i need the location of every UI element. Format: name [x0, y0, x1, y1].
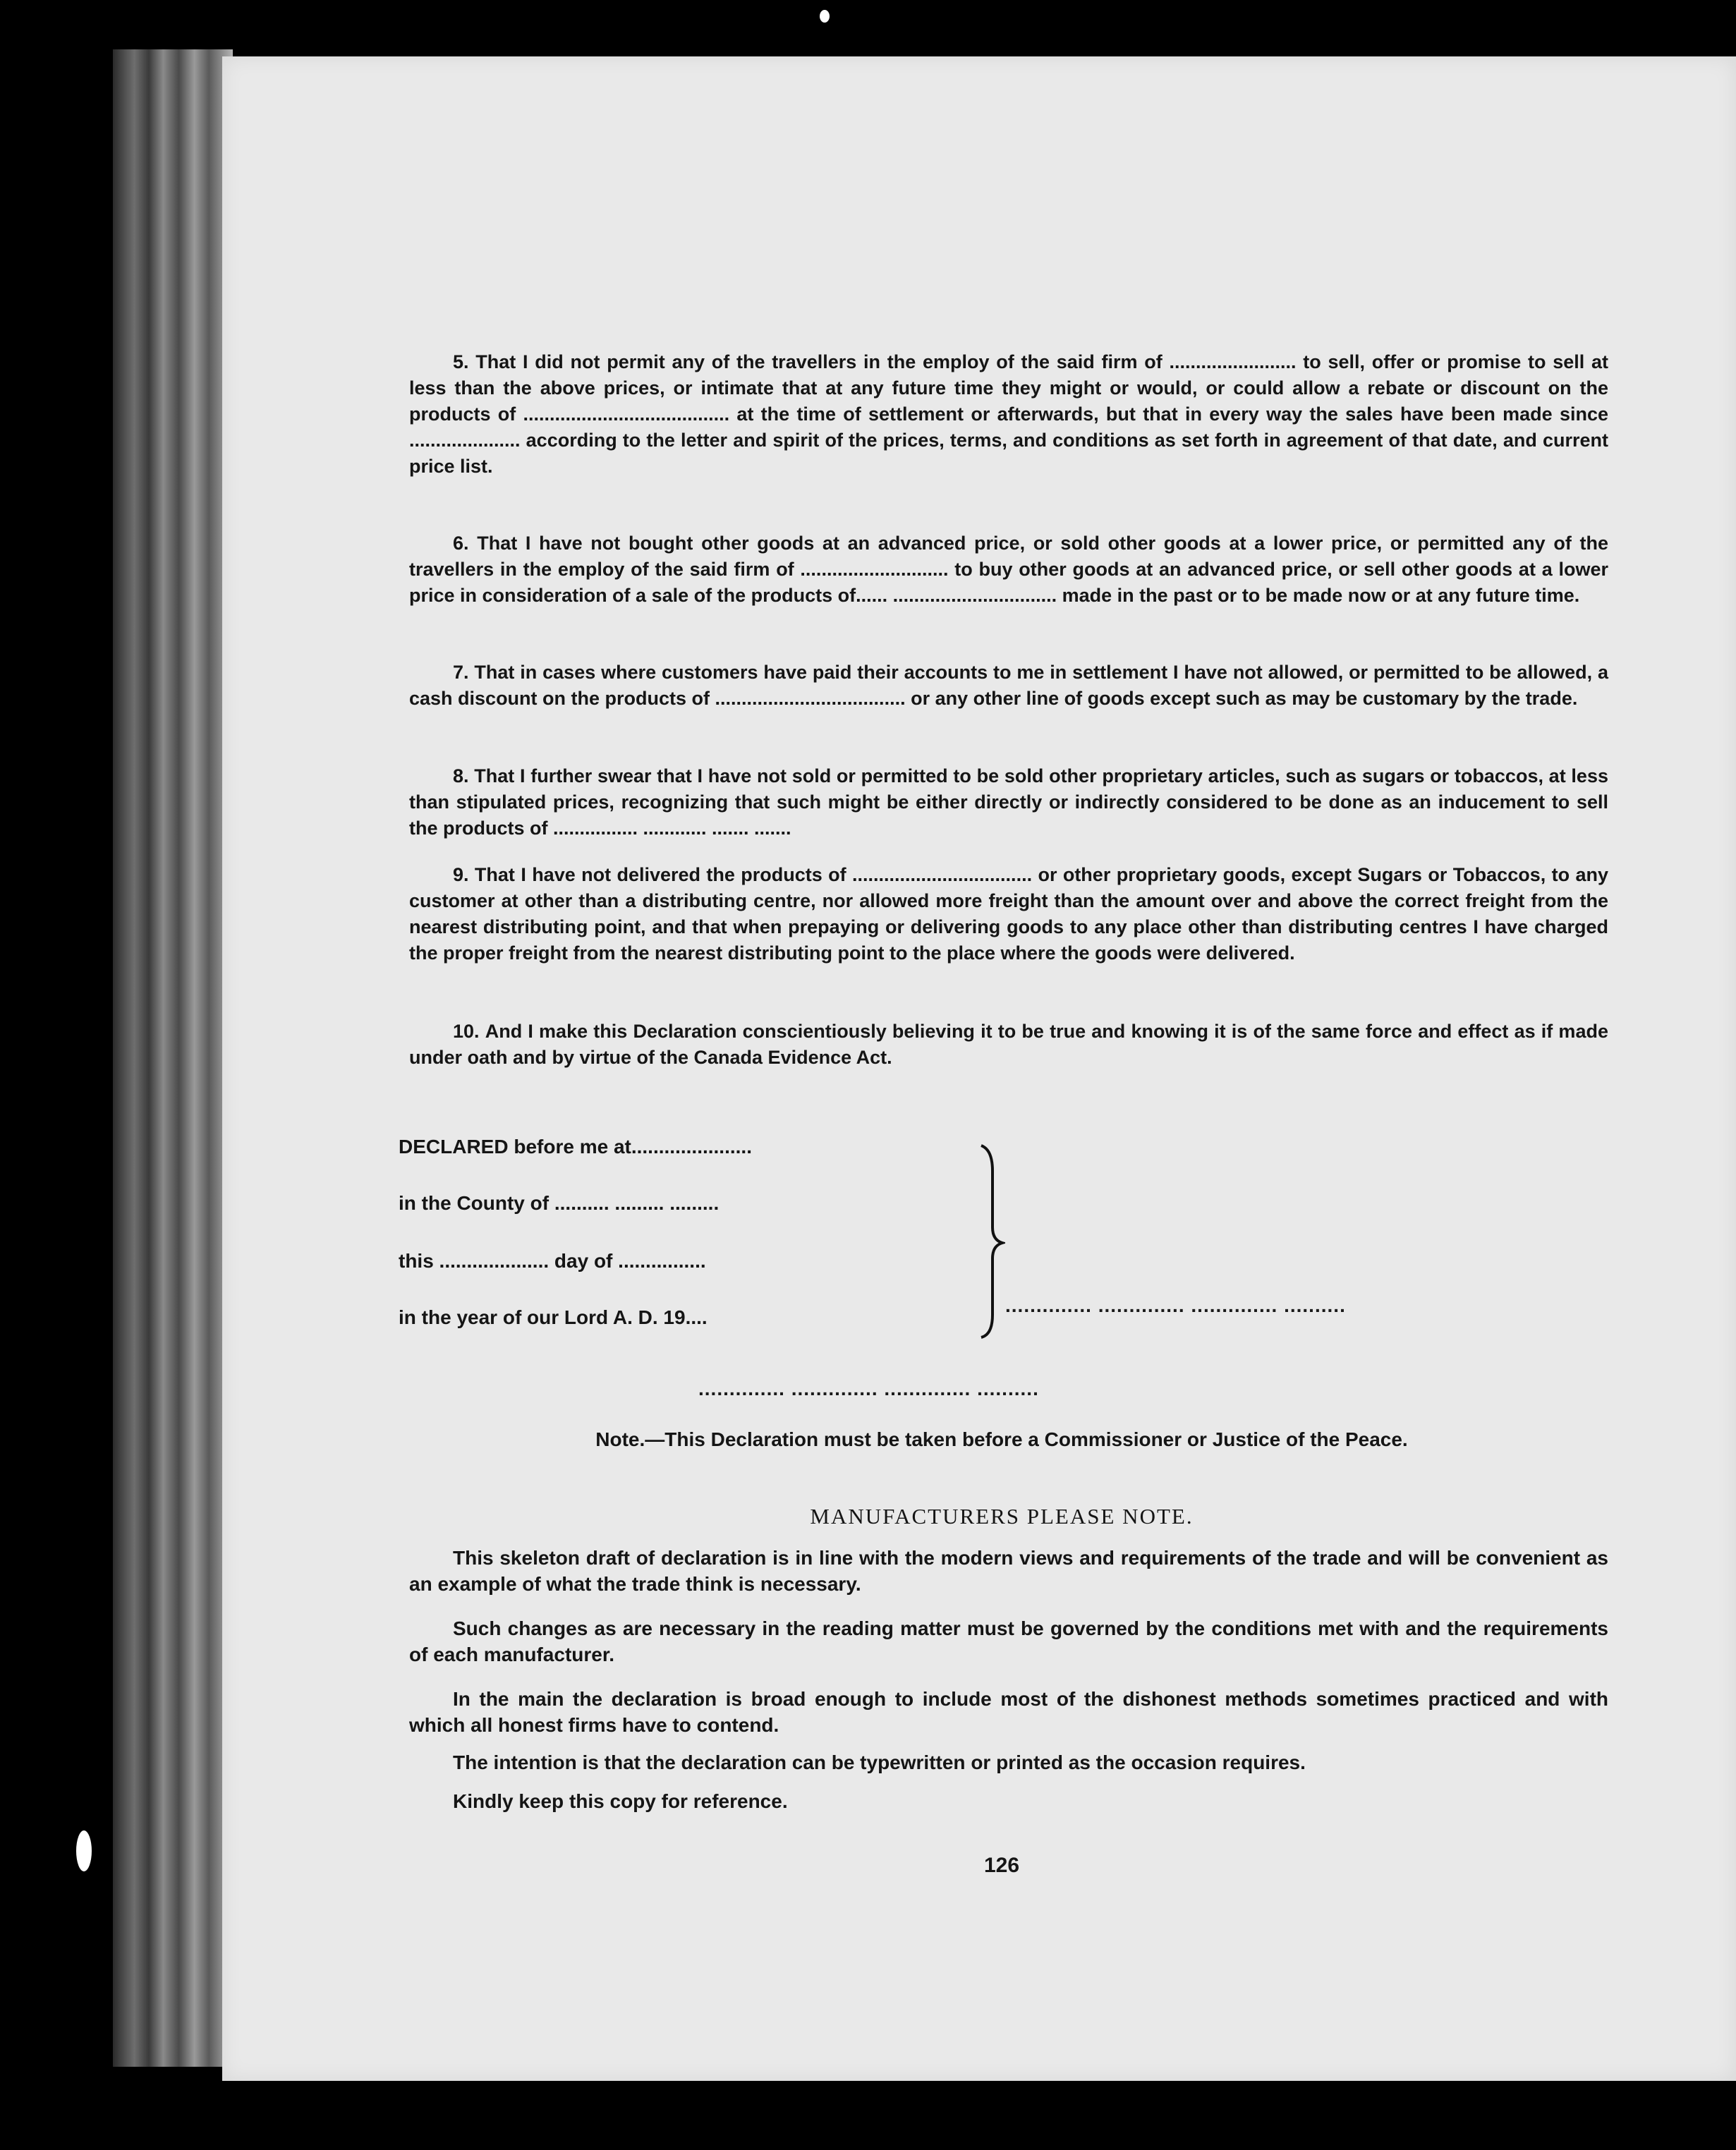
paragraph-number: 8.: [453, 765, 469, 786]
signature-line: .............. .............. .............. ..........: [1005, 1294, 1346, 1316]
manufacturers-heading: MANUFACTURERS PLEASE NOTE.: [810, 1504, 1194, 1529]
declared-line: [399, 1136, 752, 1158]
date-line: this .................... day of ................: [399, 1250, 706, 1272]
paragraph-10: [409, 1019, 1608, 1071]
manufacturers-paragraph-4: The intention is that the declaration can be typewritten or printed as the occasion requires.: [453, 1751, 1306, 1773]
paragraph-number: 6.: [453, 533, 469, 554]
paragraph-keyword: That: [474, 662, 515, 683]
paragraph-number: 9.: [453, 864, 469, 885]
year-line: in the year of our Lord A. D. 19....: [399, 1306, 708, 1328]
paragraph-5: [409, 349, 1608, 480]
paragraph-9: [409, 862, 1608, 966]
paragraph-number: 5.: [453, 351, 469, 372]
paragraph-text: I further swear that I have not sold or permitted to be sold other proprietary articles, such as sugars or tobaccos, at less than stipulated prices, recognizing that such might be either directly or indirectly considered to be done as an inducement to sell the products of ................ ............ ....... .......: [409, 765, 1608, 839]
manufacturers-paragraph-3: In the main the declaration is broad enough to include most of the dishonest methods sometimes practiced and with which all honest firms have to contend.: [409, 1688, 1608, 1736]
commissioner-note: Note.—This Declaration must be taken before a Commissioner or Justice of the Peace.: [595, 1428, 1408, 1450]
paragraph-number: 10.: [453, 1021, 480, 1042]
commissioner-line: .............. .............. .............. ..........: [698, 1378, 1039, 1399]
paragraph-text: I did not permit any of the travellers in the employ of the said firm of ........................ to sell, offer or promise to sell at less than the above prices, or intimate that at any future time they might or would, or could allow a rebate or discount on the products of ....................................... at the time of settlement or afterwards, but that in every way the sales have been made since ..................... according to the letter and spirit of the prices, terms, and conditions as set forth in agreement of that date, and current price list.: [409, 351, 1608, 477]
paragraph-7: [409, 660, 1608, 712]
manufacturers-paragraph-2: Such changes as are necessary in the reading matter must be governed by the conditions met with and the requirements of each manufacturer.: [409, 1617, 1608, 1665]
paragraph-number: 7.: [453, 662, 469, 683]
paragraph-8: [409, 763, 1608, 842]
paragraph-text: in cases where customers have paid their accounts to me in settlement I have not allowed, or permitted to be allowed, a cash discount on the products of .................................... or any other line of goods except such as may be customary by the trade.: [409, 662, 1608, 709]
film-mark-left: [76, 1830, 92, 1871]
declared-text: before me at......................: [514, 1136, 752, 1158]
paragraph-6: [409, 530, 1608, 609]
declared-label: DECLARED: [399, 1136, 509, 1158]
manufacturers-paragraph-5: Kindly keep this copy for reference.: [453, 1790, 788, 1812]
paragraph-text: I have not delivered the products of .................................. or other proprietary goods, except Sugars or Tobaccos, to any customer at other than a distributing centre, nor allowed more freight than the amount over and above the correct freight from the nearest distributing point, and that when prepaying or delivering goods to any place other than distributing centres I have charged the proper freight from the nearest distributing point to the place where the goods were delivered.: [409, 864, 1608, 964]
paragraph-keyword: That: [475, 351, 516, 372]
film-mark-top: [820, 10, 830, 23]
paragraph-keyword: That: [474, 765, 515, 786]
book-page-edges: [113, 49, 233, 2067]
paragraph-keyword: That: [474, 864, 515, 885]
paragraph-text: I make this Declaration conscientiously believing it to be true and knowing it is of the same force and effect as if made under oath and by virtue of the Canada Evidence Act.: [409, 1021, 1608, 1068]
page-number: 126: [983, 1854, 1020, 1877]
county-line: in the County of .......... ......... .........: [399, 1192, 720, 1214]
manufacturers-paragraph-1: This skeleton draft of declaration is in line with the modern views and requirements of the trade and will be convenient as an example of what the trade think is necessary.: [409, 1547, 1608, 1595]
declaration-brace: [977, 1143, 1005, 1340]
paragraph-keyword: That: [477, 533, 518, 554]
paragraph-keyword: And: [485, 1021, 523, 1042]
paragraph-text: I have not bought other goods at an advanced price, or sold other goods at a lower price, or permitted any of the travellers in the employ of the said firm of ............................ to buy other goods at an advanced price, or sell other goods at a lower price in consideration of a sale of the products of...... ............................... made in the past or to be made now or at any future time.: [409, 533, 1608, 606]
